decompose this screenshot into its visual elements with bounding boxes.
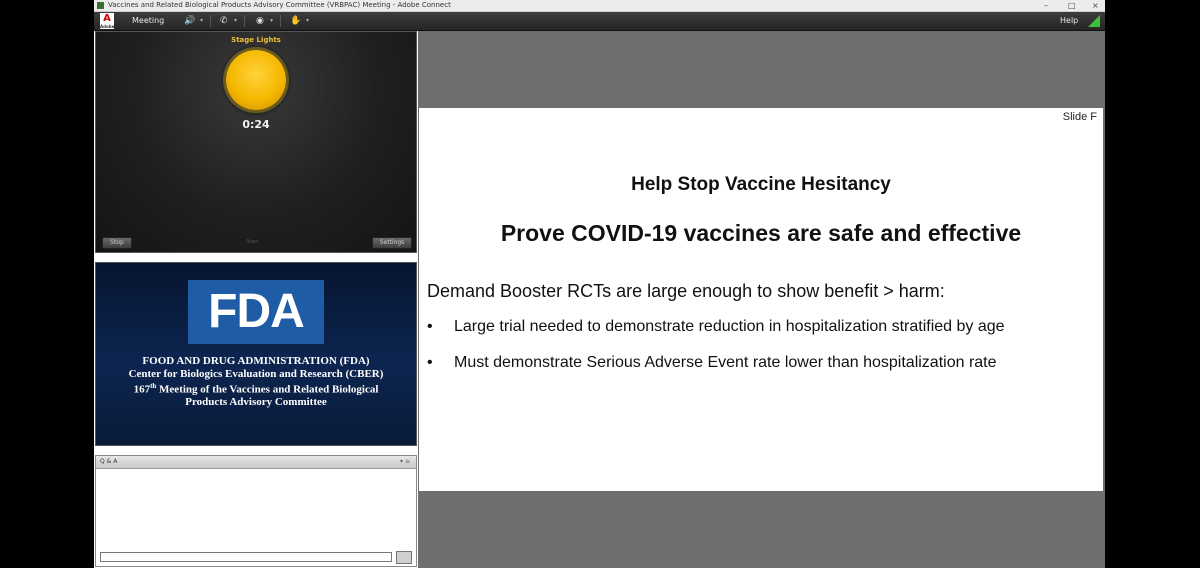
qa-input[interactable]	[100, 552, 392, 562]
slide-lead-text: Demand Booster RCTs are large enough to show benefit > harm:	[427, 281, 945, 301]
window-title: Vaccines and Related Biological Products Advisory Committee (VRBPAC) Meeting - Adobe Connect	[108, 1, 451, 9]
slide-subheading: Prove COVID-19 vaccines are safe and effective	[500, 220, 1022, 246]
caption-line-1: FOOD AND DRUG ADMINISTRATION (FDA)	[142, 355, 370, 367]
bullet-marker: •	[427, 354, 433, 371]
logo-subtext: Adobe	[100, 24, 115, 29]
bullet-text: Must demonstrate Serious Adverse Event rate lower than hospitalization rate	[454, 354, 997, 371]
meeting-number: 167	[133, 383, 151, 396]
share-pod	[418, 31, 1105, 568]
webcam-icon[interactable]: ◉	[256, 16, 264, 26]
speaker-icon[interactable]: 🔊	[184, 16, 196, 26]
toolbar-separator	[210, 15, 211, 27]
stage-lights-pod	[95, 31, 417, 253]
logo-letter: A	[103, 13, 111, 24]
video-pod	[95, 262, 417, 446]
toolbar-separator	[244, 15, 245, 27]
qa-send-icon[interactable]	[396, 551, 412, 564]
slide-tag: Slide F	[1062, 111, 1097, 123]
bullet-text: Large trial needed to demonstrate reduction in hospitalization stratified by age	[454, 318, 1005, 335]
speaker-dropdown-icon[interactable]: ▾	[200, 17, 204, 24]
status-dropdown-icon[interactable]: ▾	[306, 17, 310, 24]
slide-heading: Help Stop Vaccine Hesitancy	[631, 174, 891, 195]
help-menu[interactable]: Help	[1060, 16, 1079, 25]
meeting-menu[interactable]: Meeting	[132, 16, 165, 25]
video-caption	[96, 355, 416, 409]
start-label: Start	[246, 239, 259, 245]
raise-hand-icon[interactable]: ✋	[290, 16, 302, 26]
black-left-border	[0, 0, 94, 568]
minimize-button[interactable]: –	[1044, 1, 1048, 10]
webcam-dropdown-icon[interactable]: ▾	[270, 17, 274, 24]
app-icon	[97, 2, 104, 9]
menubar	[94, 12, 1105, 31]
qa-title: Q & A	[100, 458, 118, 465]
caption-line-4: Products Advisory Committee	[185, 396, 327, 409]
toolbar-separator	[280, 15, 281, 27]
connection-signal-icon	[1088, 15, 1100, 27]
qa-pod-menu-icon[interactable]: ▾ ≡	[400, 458, 410, 465]
caption-line-3	[96, 380, 416, 396]
presentation-slide	[419, 108, 1103, 491]
settings-button[interactable]: Settings	[372, 237, 412, 249]
qa-header	[96, 456, 416, 469]
qa-pod	[95, 455, 417, 567]
window-titlebar	[94, 0, 1105, 12]
caption-line-3-text: Meeting of the Vaccines and Related Biological	[156, 383, 379, 396]
black-right-border	[1105, 0, 1200, 568]
stage-lights-title: Stage Lights	[231, 36, 281, 44]
bullet-marker: •	[427, 318, 433, 335]
stop-button[interactable]: Stop	[102, 237, 132, 249]
phone-icon[interactable]: ✆	[220, 16, 228, 26]
adobe-logo-icon	[100, 13, 114, 29]
stage-timer: 0:24	[242, 118, 270, 131]
phone-dropdown-icon[interactable]: ▾	[234, 17, 238, 24]
maximize-button[interactable]: □	[1068, 1, 1076, 10]
stage-light-indicator	[226, 50, 286, 110]
caption-line-2: Center for Biologics Evaluation and Research (CBER)	[128, 367, 384, 380]
close-button[interactable]: ×	[1092, 1, 1099, 10]
fda-logo: FDA	[188, 280, 324, 344]
meeting-number-suffix: th	[150, 382, 157, 390]
